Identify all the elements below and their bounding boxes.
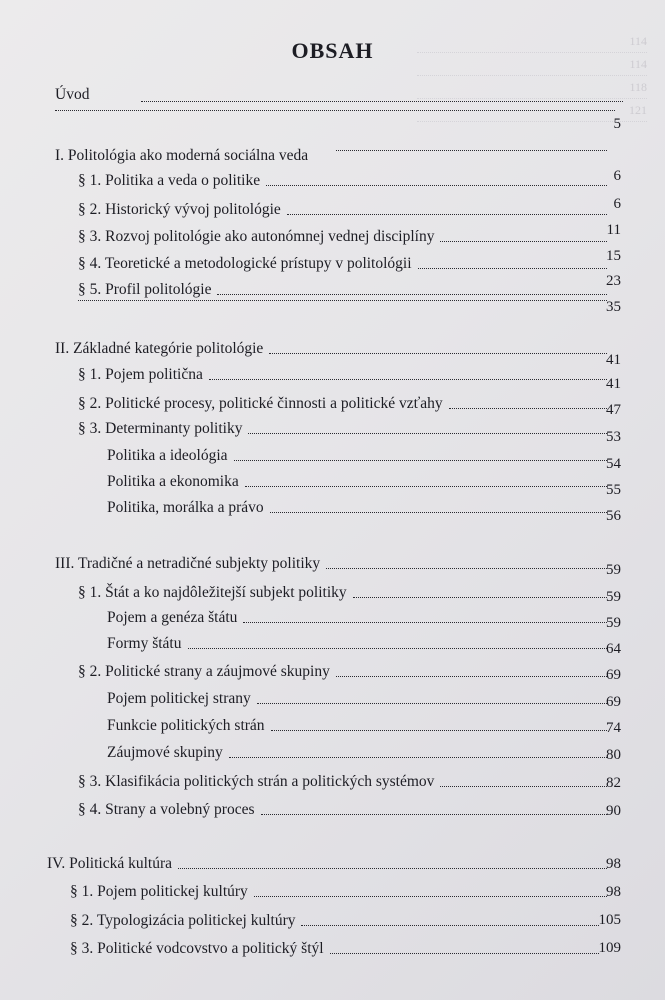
leader-dots: [269, 353, 607, 354]
toc-entry-label: IV. Politická kultúra: [47, 855, 172, 872]
toc-chapter: [47, 855, 607, 873]
toc-entry: [55, 86, 623, 104]
leader-dots: [330, 953, 599, 954]
leader-dots: [234, 460, 607, 461]
toc-entry-page: 6: [613, 196, 621, 212]
leader-dots: [270, 512, 607, 513]
toc-leader: [78, 300, 607, 305]
toc-entry-page: 53: [606, 429, 621, 445]
leader-dots: [209, 379, 607, 380]
toc-entry-label: § 1. Štát a ko najdôležitejší subjekt politiky: [78, 584, 347, 601]
leader-dots: [188, 648, 608, 649]
toc-entry: [107, 635, 607, 653]
toc-entry-page: 59: [606, 562, 621, 578]
toc-entry: [70, 912, 599, 930]
toc-entry-page: 41: [606, 376, 621, 392]
toc-entry: [78, 228, 607, 246]
toc-leader: [55, 110, 615, 115]
toc-entry: [336, 150, 607, 155]
leader-dots: [440, 786, 607, 787]
toc-entry: [107, 690, 607, 708]
toc-entry-page: 23: [606, 273, 621, 289]
toc-entry: [78, 255, 607, 273]
toc-entry-page: 55: [606, 482, 621, 498]
toc-entry-label: § 5. Profil politológie: [78, 281, 212, 298]
toc-entry-page: 56: [606, 508, 621, 524]
toc-entry: [78, 366, 607, 384]
toc-entry-label: § 1. Pojem politična: [78, 366, 203, 383]
toc-entry-page: 54: [606, 456, 621, 472]
toc-entry: [107, 447, 607, 465]
toc-entry-label: Formy štátu: [107, 635, 182, 652]
leader-dots: [336, 150, 607, 151]
leader-dots: [301, 925, 599, 926]
toc-entry: [70, 940, 599, 958]
toc-entry-page: 105: [598, 912, 621, 928]
toc-entry: [107, 744, 607, 762]
toc-entry-page: 90: [606, 803, 621, 819]
toc-entry-page: 15: [606, 248, 621, 264]
leader-dots: [229, 757, 607, 758]
toc-entry: [78, 663, 607, 681]
toc-entry-label: Politika a ideológia: [107, 447, 228, 464]
leader-dots: [245, 486, 607, 487]
toc-chapter: [55, 340, 607, 358]
leader-dots: [217, 294, 607, 295]
leader-dots: [261, 814, 608, 815]
toc-entry-label: § 3. Politické vodcovstvo a politický štýl: [70, 940, 324, 957]
toc-entry-label: § 4. Teoretické a metodologické prístupy v politológii: [78, 255, 412, 272]
leader-dots: [254, 896, 607, 897]
toc-entry-label: § 2. Typologizácia politickej kultúry: [70, 912, 296, 929]
leader-dots: [178, 868, 607, 869]
toc-entry-page: 59: [606, 615, 621, 631]
toc-entry-label: Politika a ekonomika: [107, 473, 239, 490]
toc-entry: [78, 801, 607, 819]
toc-entry-label: § 2. Historický vývoj politológie: [78, 201, 281, 218]
toc-chapter: [55, 147, 340, 165]
toc-entry-page: 69: [606, 667, 621, 683]
toc-entry-label: Záujmové skupiny: [107, 744, 223, 761]
toc-entry-label: I. Politológia ako moderná sociálna veda: [55, 147, 309, 164]
toc-entry-page: 98: [606, 856, 621, 872]
toc-entry: [78, 420, 607, 438]
leader-dots: [440, 241, 607, 242]
toc-entry: [78, 584, 607, 602]
toc-entry: [107, 717, 607, 735]
toc-entry-page: 5: [613, 116, 621, 132]
toc-entry-page: 82: [606, 775, 621, 791]
leader-dots: [248, 433, 607, 434]
leader-dots: [418, 268, 607, 269]
toc-entry-page: 41: [606, 352, 621, 368]
toc-entry-page: 69: [606, 694, 621, 710]
toc-entry-page: 109: [598, 940, 621, 956]
leader-dots: [353, 597, 607, 598]
toc-entry: [78, 281, 607, 299]
toc-entry-label: Politika, morálka a právo: [107, 499, 264, 516]
leader-dots: [336, 676, 607, 677]
leader-dots: [287, 214, 607, 215]
toc-entry-label: § 1. Pojem politickej kultúry: [70, 883, 248, 900]
leader-dots: [326, 568, 607, 569]
toc-entry-page: 74: [606, 720, 621, 736]
toc-entry: [107, 473, 607, 491]
toc-entry: [78, 773, 607, 791]
toc-entry-page: 64: [606, 641, 621, 657]
toc-entry-label: § 1. Politika a veda o politike: [78, 172, 261, 189]
leader-dots: [271, 730, 607, 731]
toc-chapter: [55, 555, 607, 573]
toc-entry-label: § 3. Determinanty politiky: [78, 420, 243, 437]
toc-entry-page: 47: [606, 402, 621, 418]
toc-entry: [107, 609, 607, 627]
leader-dots: [78, 300, 607, 301]
leader-dots: [55, 110, 615, 111]
toc-entry-label: Pojem a genéza štátu: [107, 609, 238, 626]
leader-dots: [449, 408, 607, 409]
leader-dots: [141, 101, 623, 102]
toc-entry-label: III. Tradičné a netradičné subjekty politiky: [55, 555, 321, 572]
leader-dots: [257, 703, 607, 704]
toc-entry-label: § 4. Strany a volebný proces: [78, 801, 255, 818]
toc-entry-label: § 2. Politické procesy, politické činnosti a politické vzťahy: [78, 395, 443, 412]
toc-entry-page: 35: [606, 299, 621, 315]
toc-entry-page: 59: [606, 589, 621, 605]
toc-entry: [78, 201, 607, 219]
toc-entry: [78, 395, 607, 413]
toc-entry-page: 6: [613, 168, 621, 184]
page-title: OBSAH: [291, 38, 374, 63]
toc-entry: [107, 499, 607, 517]
toc-entry-page: 11: [606, 222, 621, 238]
toc-entry: [78, 172, 607, 190]
toc-entry-label: § 3. Klasifikácia politických strán a politických systémov: [78, 773, 435, 790]
toc-entry-page: 80: [606, 747, 621, 763]
bleed-through-text: 114 114 118 121: [417, 30, 647, 122]
toc-entry-label: Funkcie politických strán: [107, 717, 265, 734]
toc-entry-label: II. Základné kategórie politológie: [55, 340, 264, 357]
toc-entry-page: 98: [606, 884, 621, 900]
leader-dots: [243, 622, 607, 623]
leader-dots: [266, 185, 607, 186]
toc-entry-label: Pojem politickej strany: [107, 690, 251, 707]
toc-entry-label: § 2. Politické strany a záujmové skupiny: [78, 663, 330, 680]
toc-entry-label: Úvod: [55, 86, 90, 103]
toc-entry: [70, 883, 607, 901]
toc-entry-label: § 3. Rozvoj politológie ako autonómnej vednej disciplíny: [78, 228, 435, 245]
